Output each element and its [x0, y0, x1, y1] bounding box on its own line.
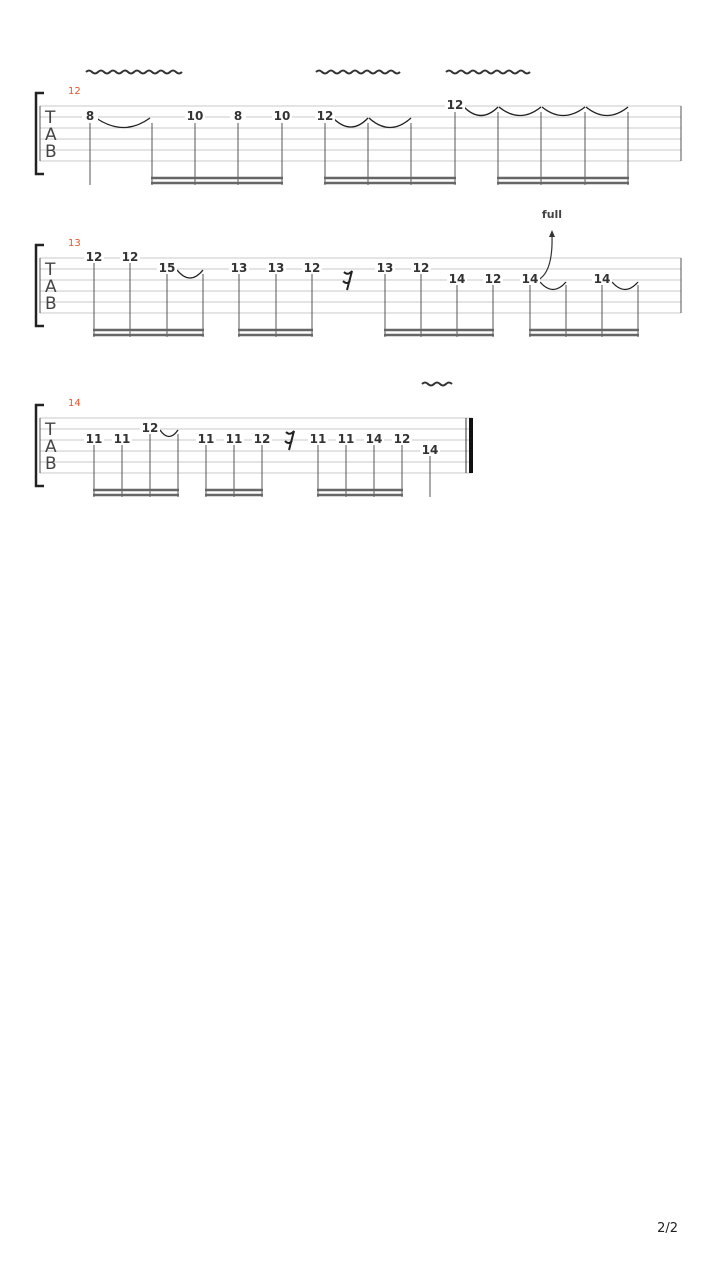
tab-clef-letter: T [45, 260, 56, 280]
tab-clef-letter: B [45, 454, 57, 474]
slur [333, 118, 368, 127]
fret-number: 13 [376, 261, 394, 275]
slur [499, 107, 541, 116]
fret-number: 12 [121, 250, 139, 264]
fret-number: 14 [521, 272, 539, 286]
fret-number: 12 [484, 272, 502, 286]
tab-clef-letter: A [45, 277, 57, 297]
tab-clef-letter: B [45, 142, 57, 162]
slur [160, 430, 178, 437]
slur [177, 270, 203, 278]
fret-number: 15 [158, 261, 176, 275]
fret-number: 8 [85, 109, 95, 123]
fret-number: 14 [593, 272, 611, 286]
slur [540, 282, 566, 290]
page-number: 2/2 [657, 1221, 678, 1236]
fret-number: 12 [412, 261, 430, 275]
slur [369, 118, 411, 128]
tab-clef-letter: A [45, 125, 57, 145]
note-stems [94, 263, 638, 337]
fret-number: 14 [421, 443, 439, 457]
slur [96, 118, 150, 128]
fret-number: 12 [85, 250, 103, 264]
vibrato-mark [316, 71, 400, 74]
fret-number: 14 [365, 432, 383, 446]
fret-number: 12 [316, 109, 334, 123]
beams [93, 490, 403, 495]
slur [612, 282, 638, 290]
fret-number: 12 [393, 432, 411, 446]
fret-numbers [82, 98, 465, 123]
staff-lines [40, 258, 681, 313]
fret-number: 14 [448, 272, 466, 286]
measure-number: 12 [68, 86, 81, 97]
bend-arrowhead [549, 230, 555, 237]
measure-number: 13 [68, 238, 81, 249]
vibrato-marks [86, 71, 530, 74]
fret-number: 11 [113, 432, 131, 446]
vibrato-mark [446, 71, 530, 74]
fret-number: 12 [446, 98, 464, 112]
fret-number: 11 [197, 432, 215, 446]
fret-numbers [84, 250, 612, 286]
beams [93, 330, 639, 335]
bend-label: full [541, 208, 563, 221]
tab-clef-letter: T [45, 108, 56, 128]
tab-clef-letter: A [45, 437, 57, 457]
tab-system-2 [36, 208, 681, 337]
slur [464, 107, 498, 116]
beams [151, 178, 629, 183]
measure-number: 14 [68, 398, 81, 409]
vibrato-mark [86, 71, 182, 74]
slur [542, 107, 585, 116]
fret-number: 12 [303, 261, 321, 275]
fret-number: 11 [309, 432, 327, 446]
fret-number: 11 [337, 432, 355, 446]
fret-number: 13 [267, 261, 285, 275]
fret-number: 8 [233, 109, 243, 123]
fret-number: 11 [225, 432, 243, 446]
fret-number: 10 [273, 109, 291, 123]
slur [586, 107, 628, 116]
fret-number: 11 [85, 432, 103, 446]
fret-number: 12 [141, 421, 159, 435]
tab-system-3 [36, 383, 472, 498]
note-stems [90, 112, 628, 185]
tab-system-1 [36, 71, 681, 186]
tab-clef-letter: T [45, 420, 56, 440]
fret-number: 12 [253, 432, 271, 446]
fret-number: 13 [230, 261, 248, 275]
fret-number: 10 [186, 109, 204, 123]
vibrato-mark [422, 383, 452, 386]
tab-clef-letter: B [45, 294, 57, 314]
